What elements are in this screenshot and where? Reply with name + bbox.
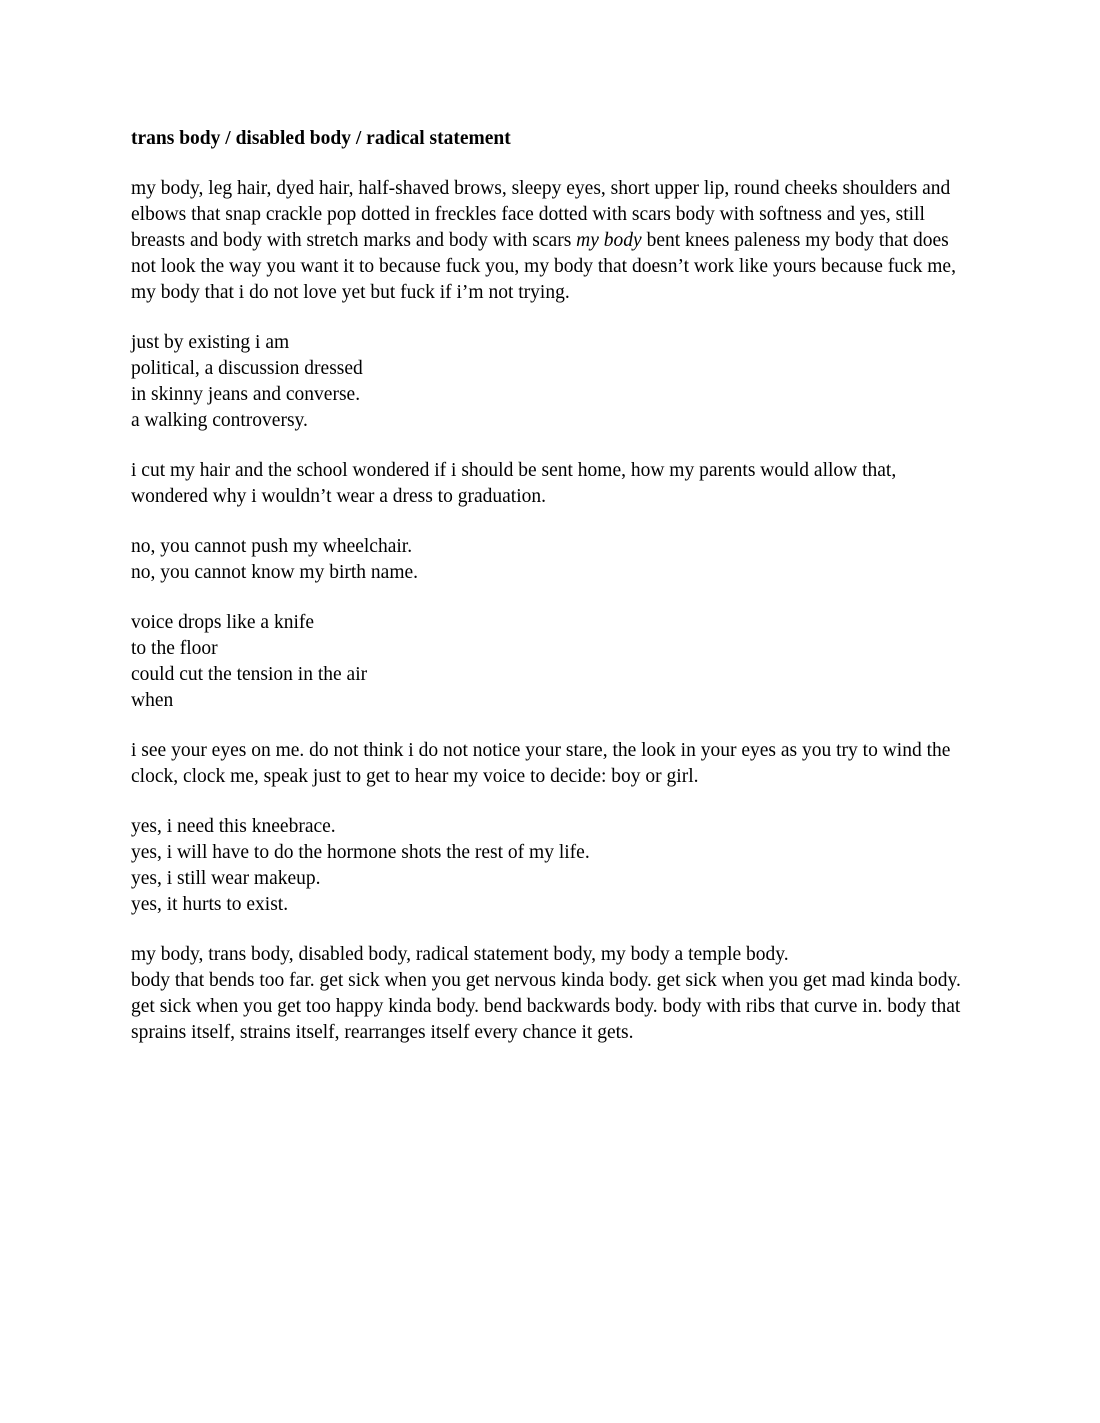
- text-segment: just by existing i am: [131, 332, 290, 353]
- poem-line: [131, 814, 971, 840]
- stanza-verse: [131, 610, 971, 714]
- text-segment: yes, it hurts to exist.: [131, 894, 289, 915]
- text-segment: no, you cannot push my wheelchair.: [131, 536, 413, 557]
- poem-line: [131, 560, 971, 586]
- poem-line: [131, 738, 971, 790]
- text-segment: yes, i still wear makeup.: [131, 868, 321, 889]
- poem-line: [131, 534, 971, 560]
- text-segment: yes, i need this kneebrace.: [131, 816, 336, 837]
- poem-line: [131, 636, 971, 662]
- poem-line: [131, 176, 971, 306]
- poem-line: [131, 458, 971, 510]
- text-segment: my body, leg hair, dyed hair, half-shaved brows, sleepy eyes, short upper lip, round cheeks shoulders and elbows that snap crackle pop dotted in freckles face dotted with scars body with softness and yes, still breasts and body with stretch marks and body with scars: [131, 178, 951, 251]
- text-segment: political, a discussion dressed: [131, 358, 363, 379]
- poem-content: [131, 126, 971, 1046]
- poem-line: [131, 866, 971, 892]
- text-segment: voice drops like a knife: [131, 612, 315, 633]
- stanza-prose: [131, 738, 971, 790]
- poem-line: [131, 892, 971, 918]
- stanza-verse: [131, 534, 971, 586]
- text-segment: my body, trans body, disabled body, radical statement body, my body a temple body.: [131, 944, 789, 965]
- poem-line: [131, 968, 971, 1046]
- poem-line: [131, 330, 971, 356]
- text-segment: bent knees paleness my body that does not look the way you want it to because fuck you, my body that doesn’t work like yours because fuck me, my body that i do not love yet but fuck if i’m not trying.: [131, 230, 956, 303]
- text-segment: to the floor: [131, 638, 218, 659]
- poem-line: [131, 356, 971, 382]
- stanza-verse: [131, 814, 971, 918]
- poem-line: [131, 688, 971, 714]
- poem-body: [131, 176, 971, 1046]
- poem-line: [131, 942, 971, 968]
- stanza-prose: [131, 942, 971, 1046]
- poem-title: trans body / disabled body / radical statement: [131, 128, 511, 149]
- stanza-prose: [131, 176, 971, 306]
- text-segment: i see your eyes on me. do not think i do not notice your stare, the look in your eyes as you try to wind the clock, clock me, speak just to get to hear my voice to decide: boy or girl.: [131, 740, 951, 787]
- text-segment: in skinny jeans and converse.: [131, 384, 361, 405]
- text-segment: i cut my hair and the school wondered if i should be sent home, how my parents would allow that, wondered why i wouldn’t wear a dress to graduation.: [131, 460, 897, 507]
- stanza-verse: [131, 330, 971, 434]
- poem-line: [131, 662, 971, 688]
- text-segment: when: [131, 690, 174, 711]
- poem-line: [131, 382, 971, 408]
- text-segment: a walking controversy.: [131, 410, 308, 431]
- poem-line: [131, 408, 971, 434]
- poem-line: [131, 610, 971, 636]
- text-segment: could cut the tension in the air: [131, 664, 368, 685]
- text-segment: yes, i will have to do the hormone shots the rest of my life.: [131, 842, 590, 863]
- text-segment: no, you cannot know my birth name.: [131, 562, 419, 583]
- text-segment: body that bends too far. get sick when you get nervous kinda body. get sick when you get mad kinda body. get sick when you get too happy kinda body. bend backwards body. body with ribs that curve in. body that sprains itself, strains itself, rearranges itself every chance it gets.: [131, 970, 961, 1043]
- stanza-prose: [131, 458, 971, 510]
- italic-text-segment: my body: [576, 230, 642, 251]
- poem-line: [131, 840, 971, 866]
